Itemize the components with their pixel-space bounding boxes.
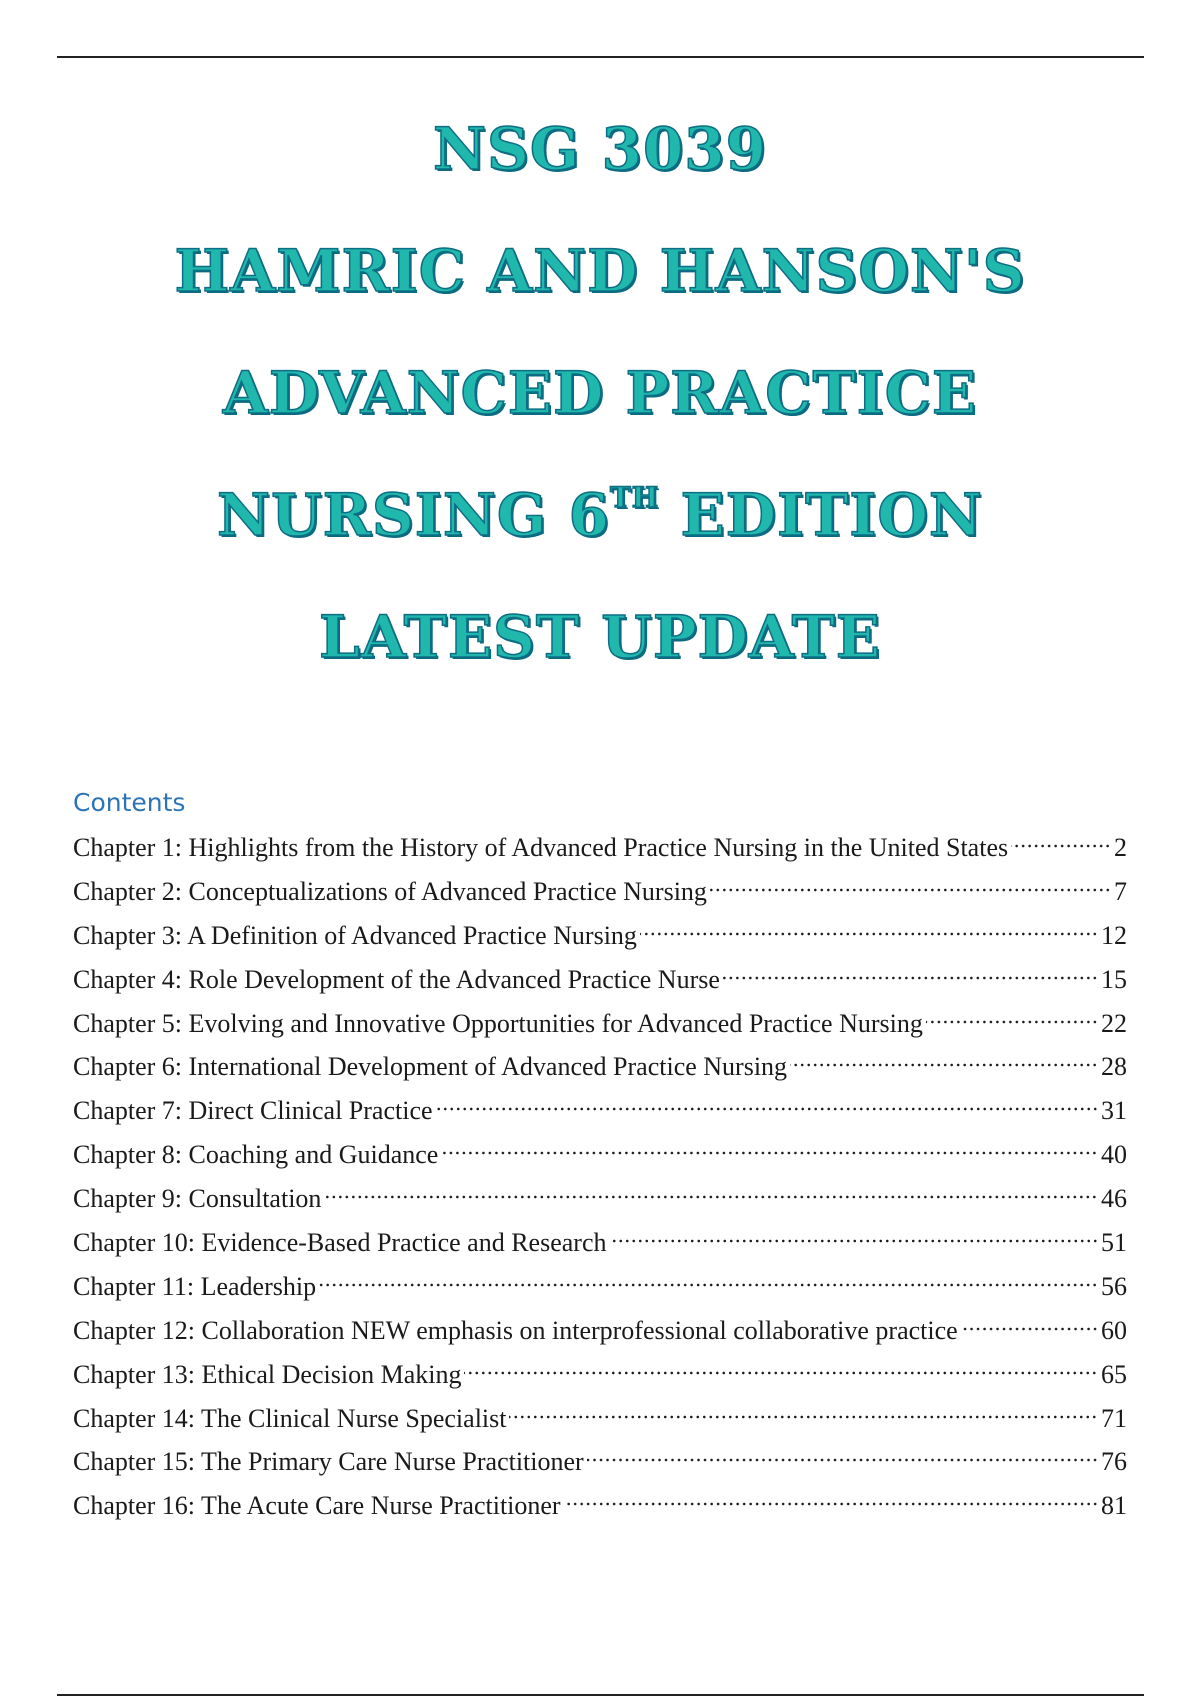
toc-dot-leader: [610, 1235, 1099, 1247]
toc-entry-title: Chapter 10: Evidence-Based Practice and Research: [73, 1228, 607, 1258]
toc-dot-leader: [710, 884, 1111, 896]
toc-entry-title: Chapter 15: The Primary Care Nurse Practitioner: [73, 1447, 584, 1477]
toc-page-number: 31: [1101, 1096, 1127, 1126]
title-edition-word: EDITION: [659, 481, 983, 549]
document-title: [0, 88, 1200, 698]
toc-entry-title: Chapter 16: The Acute Care Nurse Practitioner: [73, 1491, 561, 1521]
table-of-contents: [73, 826, 1127, 1528]
toc-dot-leader: [1011, 840, 1111, 852]
toc-page-number: 28: [1101, 1052, 1127, 1082]
toc-entry-title: Chapter 11: Leadership: [73, 1271, 317, 1301]
toc-entry[interactable]: [73, 1002, 1127, 1046]
toc-entry-title: Chapter 3: A Definition of Advanced Practice Nursing: [73, 920, 637, 950]
toc-dot-leader: [509, 1411, 1098, 1423]
toc-entry[interactable]: [73, 1133, 1127, 1177]
toc-page-number: 46: [1101, 1184, 1127, 1214]
toc-page-number: 71: [1101, 1403, 1127, 1433]
toc-dot-leader: [790, 1059, 1098, 1071]
toc-entry[interactable]: [73, 1440, 1127, 1484]
toc-dot-leader: [587, 1454, 1098, 1466]
toc-page-number: 51: [1101, 1228, 1127, 1258]
toc-entry[interactable]: [73, 914, 1127, 958]
toc-entry-title: Chapter 2: Conceptualizations of Advanced Practice Nursing: [73, 876, 707, 906]
toc-entry[interactable]: [73, 1484, 1127, 1528]
toc-entry[interactable]: [73, 958, 1127, 1002]
title-edition-number: NURSING 6: [217, 481, 610, 549]
toc-entry-title: Chapter 5: Evolving and Innovative Opportunities for Advanced Practice Nursing: [73, 1008, 923, 1038]
title-line-course: NSG 3039: [432, 115, 768, 183]
toc-dot-leader: [961, 1323, 1098, 1335]
toc-dot-leader: [723, 972, 1098, 984]
toc-page-number: 15: [1101, 964, 1127, 994]
toc-page-number: 76: [1101, 1447, 1127, 1477]
toc-entry[interactable]: [73, 1221, 1127, 1265]
toc-dot-leader: [441, 1147, 1098, 1159]
toc-entry[interactable]: [73, 870, 1127, 914]
toc-dot-leader: [640, 928, 1098, 940]
toc-entry-title: Chapter 8: Coaching and Guidance: [73, 1140, 439, 1170]
toc-entry[interactable]: [73, 826, 1127, 870]
toc-page-number: 7: [1114, 876, 1127, 906]
top-rule: [57, 56, 1144, 58]
toc-entry[interactable]: [73, 1177, 1127, 1221]
title-line-subject: ADVANCED PRACTICE: [222, 359, 978, 427]
toc-entry-title: Chapter 1: Highlights from the History of Advanced Practice Nursing in the United States: [73, 833, 1009, 862]
bottom-rule: [57, 1694, 1144, 1696]
toc-page-number: 60: [1101, 1315, 1127, 1345]
toc-entry-title: Chapter 14: The Clinical Nurse Specialist: [73, 1403, 507, 1433]
toc-entry-title: Chapter 4: Role Development of the Advanced Practice Nurse: [73, 964, 720, 994]
toc-dot-leader: [564, 1498, 1098, 1510]
toc-dot-leader: [436, 1103, 1098, 1115]
toc-page-number: 22: [1101, 1008, 1127, 1038]
toc-entry[interactable]: [73, 1089, 1127, 1133]
toc-entry-title: Chapter 9: Consultation: [73, 1184, 322, 1214]
toc-page-number: 12: [1101, 920, 1127, 950]
title-line-authors: HAMRIC AND HANSON'S: [174, 237, 1026, 305]
toc-page-number: 65: [1101, 1359, 1127, 1389]
toc-dot-leader: [319, 1279, 1098, 1291]
title-line-update: LATEST UPDATE: [319, 603, 881, 671]
title-line-edition: [0, 454, 1200, 576]
toc-entry[interactable]: [73, 1045, 1127, 1089]
toc-dot-leader: [324, 1191, 1098, 1203]
toc-page-number: 2: [1114, 833, 1127, 862]
toc-entry-title: Chapter 6: International Development of Advanced Practice Nursing: [73, 1052, 788, 1082]
toc-page-number: 81: [1101, 1491, 1127, 1521]
toc-entry[interactable]: [73, 1265, 1127, 1309]
toc-entry-title: Chapter 12: Collaboration NEW emphasis on interprofessional collaborative practice: [73, 1315, 958, 1345]
toc-dot-leader: [464, 1367, 1098, 1379]
toc-page-number: 40: [1101, 1140, 1127, 1170]
contents-heading: Contents: [73, 788, 186, 817]
toc-entry-title: Chapter 7: Direct Clinical Practice: [73, 1096, 433, 1126]
toc-dot-leader: [926, 1016, 1098, 1028]
toc-entry[interactable]: [73, 1309, 1127, 1353]
toc-entry[interactable]: [73, 1397, 1127, 1441]
title-edition-superscript: TH: [609, 481, 660, 514]
toc-page-number: 56: [1101, 1271, 1127, 1301]
toc-entry[interactable]: [73, 1353, 1127, 1397]
toc-entry-title: Chapter 13: Ethical Decision Making: [73, 1359, 462, 1389]
